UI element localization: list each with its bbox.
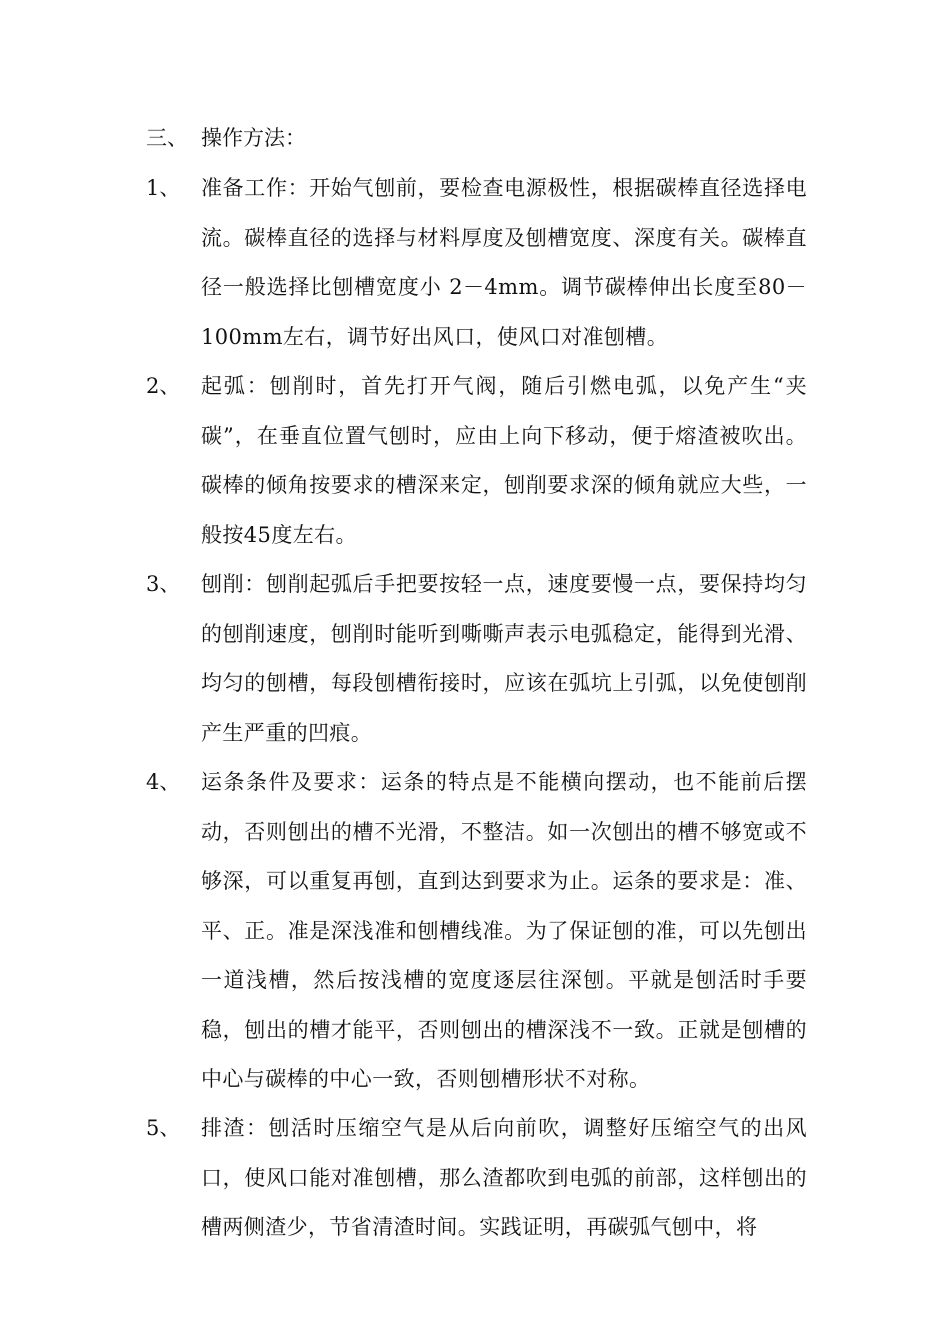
list-item-text: 刨削：刨削起弧后手把要按轻一点，速度要慢一点，要保持均匀的刨削速度，刨削时能听到嘶嘶声表示电弧稳定，能得到光滑、均匀的刨槽，每段刨槽衔接时，应该在弧坑上引弧，以免使刨削产生严重的凹痕。 xyxy=(201,572,807,745)
section-number: 三、 xyxy=(146,126,188,150)
section-title: 操作方法： xyxy=(201,126,306,150)
list-item-number: 4、 xyxy=(146,770,181,794)
list-item-number: 2、 xyxy=(146,374,181,398)
list-item-text: 排渣：刨活时压缩空气是从后向前吹，调整好压缩空气的出风口，使风口能对准刨槽，那么渣都吹到电弧的前部，这样刨出的槽两侧渣少，节省清渣时间。实践证明，再碳弧气刨中，将 xyxy=(201,1116,807,1239)
list-item xyxy=(146,164,811,362)
list-item-number: 3、 xyxy=(146,572,181,596)
list-item-number: 1、 xyxy=(146,176,181,200)
list-item-text: 准备工作：开始气刨前，要检查电源极性，根据碳棒直径选择电流。碳棒直径的选择与材料厚度及刨槽宽度、深度有关。碳棒直径一般选择比刨槽宽度小 2－4mm。调节碳棒伸出长度至80－100mm左右，调节好出风口，使风口对准刨槽。 xyxy=(201,176,807,349)
list-item xyxy=(146,560,811,758)
list-item xyxy=(146,1104,811,1253)
list-item-text: 运条条件及要求：运条的特点是不能横向摆动，也不能前后摆动，否则刨出的槽不光滑，不整洁。如一次刨出的槽不够宽或不够深，可以重复再刨，直到达到要求为止。运条的要求是：准、平、正。准是深浅准和刨槽线准。为了保证刨的准，可以先刨出一道浅槽，然后按浅槽的宽度逐层往深刨。平就是刨活时手要稳，刨出的槽才能平，否则刨出的槽深浅不一致。正就是刨槽的中心与碳棒的中心一致，否则刨槽形状不对称。 xyxy=(201,770,807,1091)
list-item xyxy=(146,758,811,1105)
list-item xyxy=(146,362,811,560)
list-item-text: 起弧：刨削时，首先打开气阀，随后引燃电弧，以免产生“夹碳”，在垂直位置气刨时，应由上向下移动，便于熔渣被吹出。碳棒的倾角按要求的槽深来定，刨削要求深的倾角就应大些，一般按45度左右。 xyxy=(201,374,807,547)
list-item-number: 5、 xyxy=(146,1116,181,1140)
